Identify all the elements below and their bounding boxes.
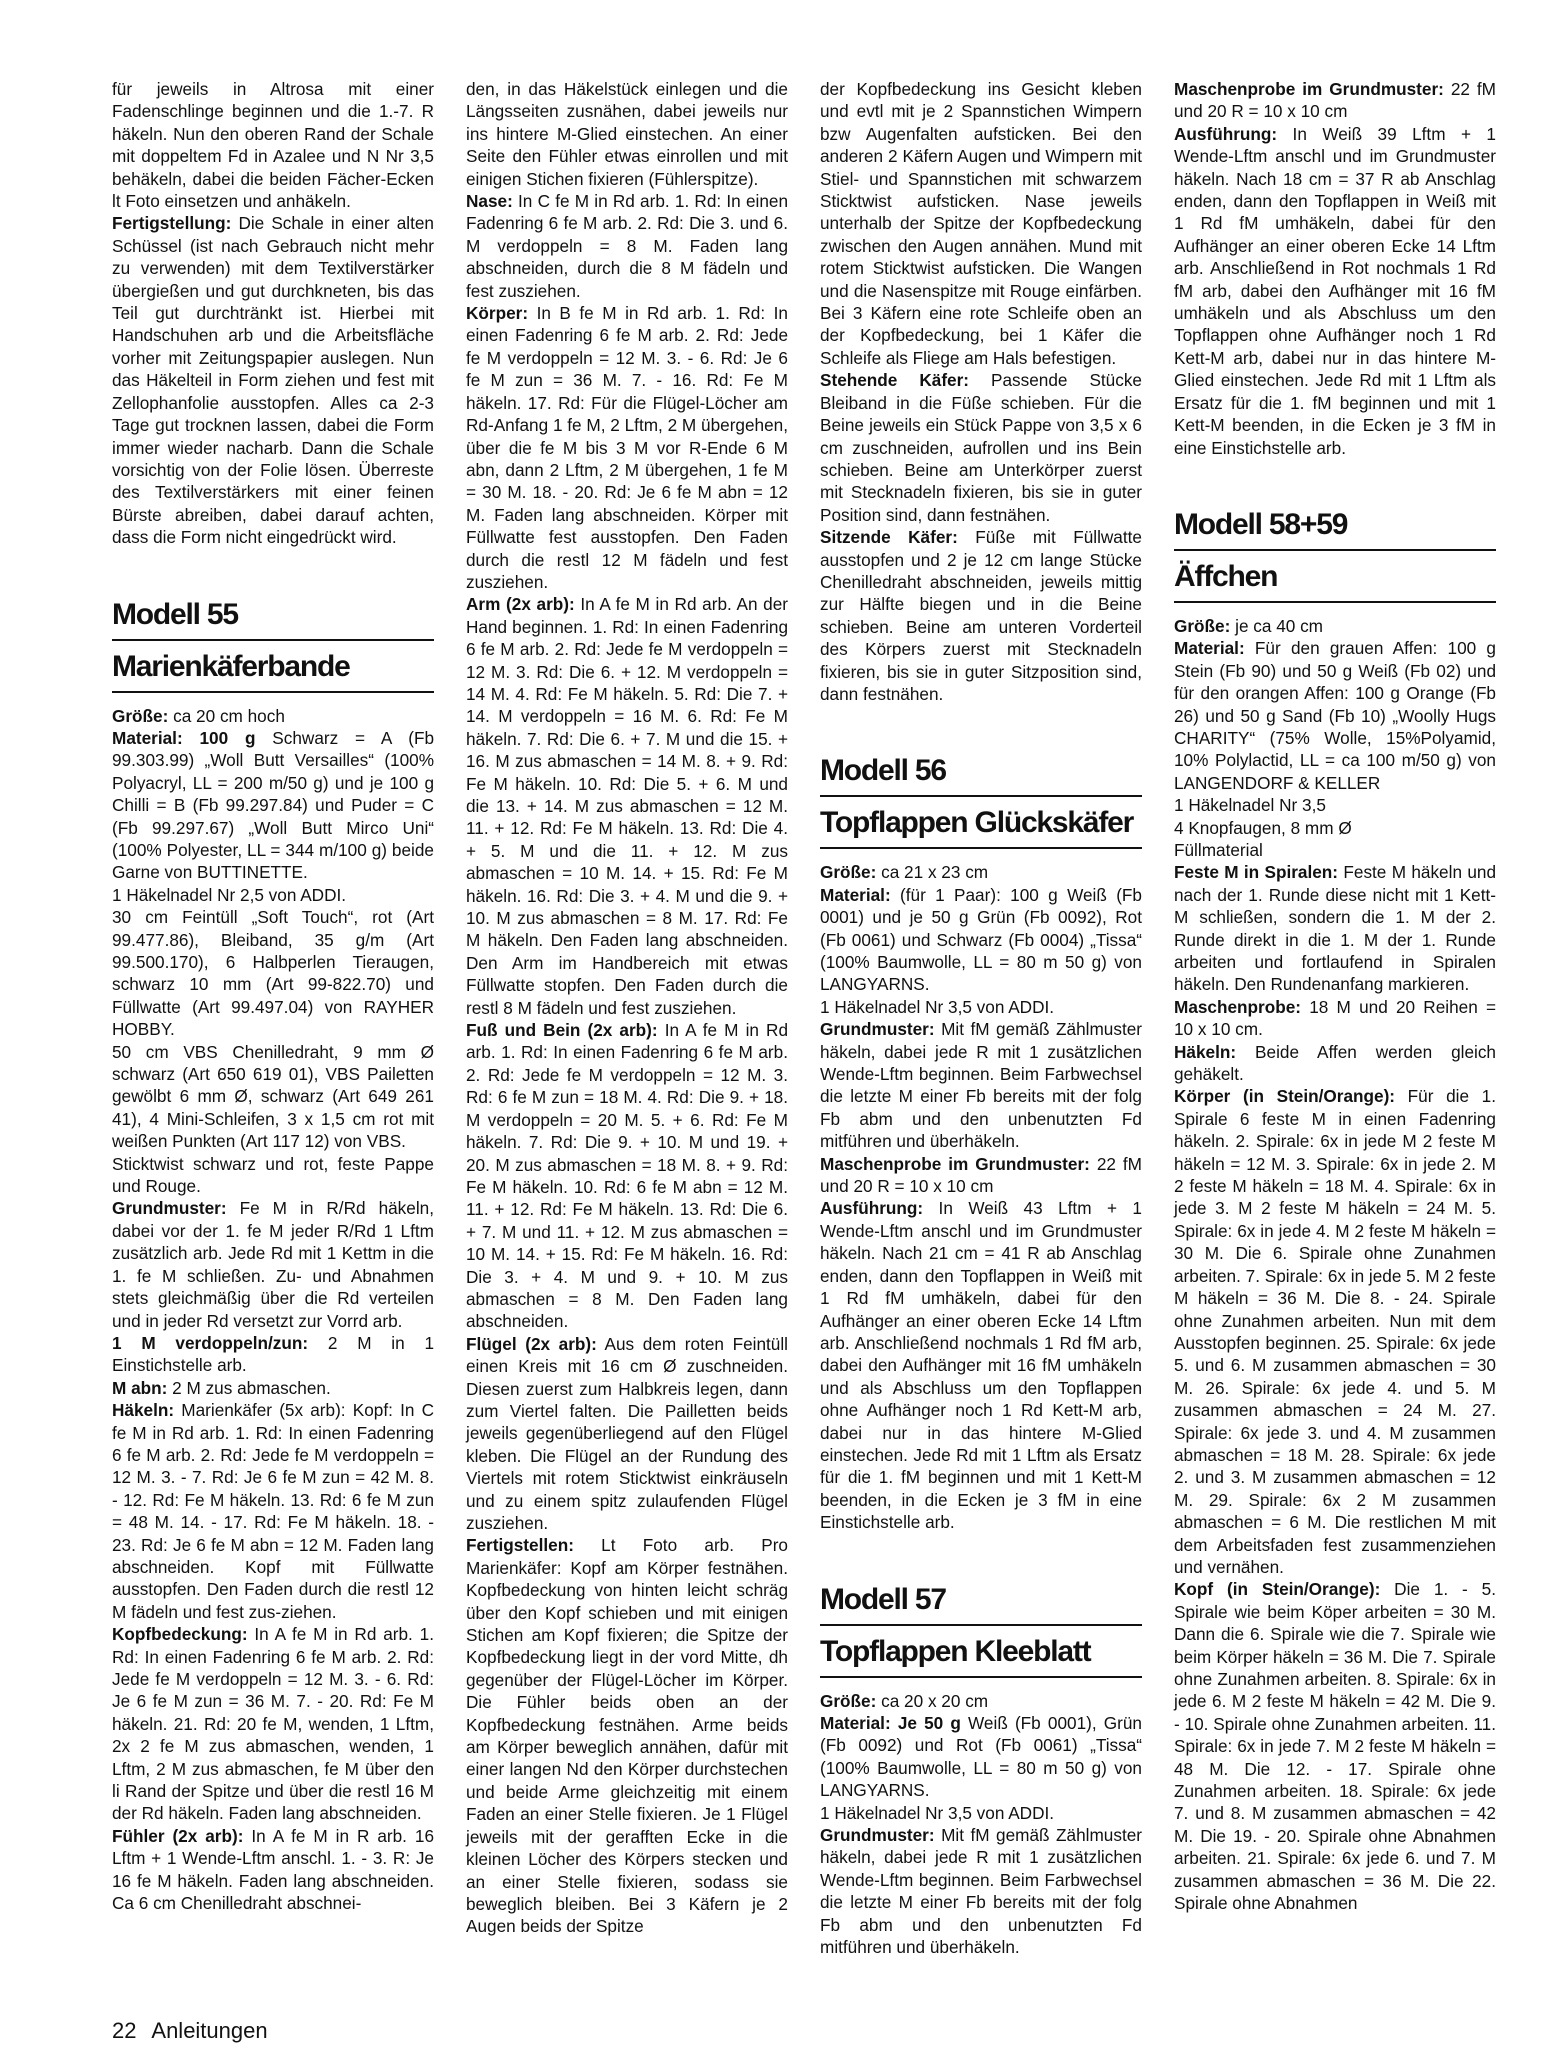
- paragraph: [1174, 1578, 1496, 1914]
- paragraph: [1174, 123, 1496, 459]
- column-2: [466, 78, 788, 1938]
- paragraph-text: der Kopfbedeckung ins Gesicht kleben und evtl mit je 2 Spannstichen Wimpern bzw Augenfalten aufsticken. Bei den anderen 2 Käfern Augen und Wimpern mit Stiel- und Spannstichen mit schwarzem Sticktwist aufsticken. Nase jeweils unterhalb der Spitze der Kopfbedeckung zwischen den Augen annähen. Mund mit rotem Sticktwist aufsticken. Die Wangen und die Nasenspitze mit Rouge einfärben. Bei 3 Käfern eine rote Schleife oben an der Kopfbedeckung, bei 1 Käfer die Schleife als Fliege am Hals befestigen.: [820, 79, 1142, 368]
- paragraph-text: 1 Häkelnadel Nr 3,5 von ADDI.: [820, 996, 1055, 1017]
- paragraph-label: Fühler (2x arb):: [112, 1825, 244, 1846]
- section-heading-modell-56: [820, 749, 1142, 849]
- paragraph-label: 1 M verdoppeln/zun:: [112, 1332, 309, 1353]
- paragraph-label: Fertigstellen:: [466, 1535, 574, 1556]
- heading-line-2: Marienkäferbande: [112, 645, 434, 693]
- col1-body: [112, 705, 434, 1915]
- section-heading-modell-58-59: [1174, 503, 1496, 603]
- paragraph-label: Größe:: [820, 1690, 877, 1711]
- paragraph-text: 4 Knopfaugen, 8 mm Ø: [1174, 817, 1352, 838]
- page-number: 22: [112, 2018, 137, 2043]
- paragraph-label: Grundmuster:: [112, 1198, 227, 1219]
- paragraph-text: je ca 40 cm: [1230, 615, 1324, 636]
- paragraph-label: Material:: [1174, 638, 1245, 659]
- paragraph: [1174, 817, 1496, 839]
- heading-line-2: Topflappen Glückskäfer: [820, 801, 1142, 849]
- paragraph: [112, 1041, 434, 1153]
- paragraph: [112, 212, 434, 548]
- heading-line-1: Modell 56: [820, 749, 1142, 797]
- paragraph: [1174, 794, 1496, 816]
- paragraph-text: Weiß (Fb 0001), Grün (Fb 0092) und Rot (Fb 0061) „Tissa“ (100% Baumwolle, LL = 80 m 50 g) von LANGYARNS.: [820, 1712, 1142, 1801]
- paragraph: [466, 190, 788, 302]
- paragraph-text: den, in das Häkelstück einlegen und die Längsseiten zusnähen, dabei jeweils nur ins hintere M-Glied einstechen. An einer Seite den Fühler etwas einrollen und mit einigen Stichen fixieren (Fühlerspitze).: [466, 79, 788, 189]
- paragraph: [820, 369, 1142, 526]
- paragraph-text: In A fe M in R arb. 16 Lftm + 1 Wende-Lftm anschl. 1. - 3. R: Je 16 fe M häkeln. Faden lang abschneiden. Ca 6 cm Chenilledraht abschnei-: [112, 1825, 435, 1914]
- paragraph-text: In A fe M in Rd arb. 1. Rd: In einen Fadenring 6 fe M arb. 2. Rd: Jede fe M verdoppeln = 12 M. 3. Rd: 6 fe M zun = 18 M. 4. Rd: Die 9. + 18. M verdoppeln = 20 M. 5. + 6. Rd: Fe M häkeln. 7. Rd: Die 9. + 10. M und 19. + 20. M zus abmaschen = 18 M. 8. + 9. Rd: Fe M häkeln. 10. Rd: 6 fe M abn = 12 M. 11. + 12. Rd: Fe M häkeln. 13. Rd: Die 6. + 7. M und 11. + 12. M zus abmaschen = 10 M. 14. + 15. Rd: Fe M häkeln. 16. Rd: Die 3. + 4. M und 9. + 10. M zus abmaschen = 8 M. Den Faden lang abschneiden.: [466, 1020, 788, 1332]
- paragraph-text: ca 20 cm hoch: [168, 705, 285, 726]
- paragraph-label: Material: 100 g: [112, 727, 256, 748]
- paragraph-text: Die Schale in einer alten Schüssel (ist nach Gebrauch nicht mehr zu verwenden) mit dem Textilverstärker übergießen und gut durchkneten, bis das Teil gut durchtränkt ist. Hierbei mit Handschuhen arb und die Arbeitsfläche vorher mit Zeitungspapier auslegen. Nun das Häkelteil in Form ziehen und fest mit Zellophanfolie ausstopfen. Alles ca 2-3 Tage gut trocknen lassen, dabei die Form immer wieder nacharb. Dann die Schale vorsichtig von der Folie lösen. Überreste des Textilverstärkers mit einer feinen Bürste abreiben, dabei darauf achten, dass die Form nicht eingedrückt wird.: [112, 213, 434, 548]
- paragraph-text: Für den grauen Affen: 100 g Stein (Fb 90) und 50 g Weiß (Fb 02) und für den orangen Affen: 100 g Orange (Fb 26) und 50 g Sand (Fb 10) „Woolly Hugs CHARITY“ (75% Wolle, 15%Polyamid, 10% Polylactid, LL = ca 100 m/50 g) von LANGENDORF & KELLER: [1174, 638, 1496, 793]
- paragraph-text: 2 M zus abmaschen.: [167, 1377, 331, 1398]
- paragraph-label: Maschenprobe im Grundmuster:: [820, 1153, 1090, 1174]
- paragraph-label: Feste M in Spiralen:: [1174, 862, 1339, 883]
- paragraph-label: Flügel (2x arb):: [466, 1333, 597, 1354]
- paragraph-label: Material:: [820, 884, 891, 905]
- paragraph-text: Schwarz = A (Fb 99.303.99) „Woll Butt Versailles“ (100% Polyacryl, LL = 200 m/50 g) und je 100 g Chilli = B (Fb 99.297.84) und Puder = C (Fb 99.297.67) „Woll Butt Mirco Uni“ (100% Polyester, LL = 344 m/100 g) beide Garne von BUTTINETTE.: [112, 727, 435, 883]
- paragraph: [112, 1197, 434, 1331]
- paragraph-text: Beide Affen werden gleich gehäkelt.: [1174, 1041, 1496, 1085]
- paragraph-text: In A fe M in Rd arb. An der Hand beginnen. 1. Rd: In einen Fadenring 6 fe M arb. 2. Rd: Jede fe M verdoppeln = 12 M. 3. Rd: Die 6. + 12. M verdoppeln = 14 M. 4. Rd: Fe M häkeln. 5. Rd: Die 7. + 14. M verdoppeln = 16 M. 6. Rd: Fe M häkeln. 7. Rd: Die 6. + 7. M und die 15. + 16. M zus abmaschen = 14 M. 8. + 9. Rd: Fe M häkeln. 10. Rd: Die 5. + 6. M und die 13. + 14. M zus abmaschen = 12 M. 11. + 12. Rd: Fe M häkeln. 13. Rd: Die 4. + 5. M und die 11. + 12. M zus abmaschen = 10 M. 14. + 15. Rd: Fe M häkeln. 16. Rd: Die 3. + 4. M und die 9. + 10. M zus abmaschen = 8 M. 17. Rd: Fe M häkeln. Den Faden lang abschneiden. Den Arm im Handbereich mit etwas Füllwatte stopfen. Den Faden durch die restl 8 M fädeln und fest zusziehen.: [466, 594, 788, 1018]
- paragraph-text: In Weiß 43 Lftm + 1 Wende-Lftm anschl und im Grundmuster häkeln. Nach 21 cm = 41 R ab Anschlag enden, dann den Topflappen in Weiß mit 1 Rd fM umhäkeln, dabei für den Aufhänger an einer oberen Ecke 14 Lftm arb. Anschließend nochmals 1 Rd fM arb, dabei den Aufhänger mit 16 fM umhäkeln und als Abschluss um den Topflappen ohne Aufhänger noch 1 Rd Kett-M arb, dabei nur in das hintere M-Glied einstechen. Jede Rd mit 1 Lftm als Ersatz für die 1. fM beginnen und mit 1 Kett-M beenden, in die Ecken je 3 fM in eine Einstichstelle arb.: [820, 1198, 1142, 1533]
- paragraph-label: Körper:: [466, 303, 529, 324]
- paragraph-label: Grundmuster:: [820, 1019, 935, 1040]
- paragraph: [466, 302, 788, 593]
- paragraph-text: Die 1. - 5. Spirale wie beim Köper arbeiten = 30 M. Dann die 6. Spirale wie die 7. Spirale wie beim Körper häkeln = 36 M. Die 7. Spirale ohne Zunahmen arbeiten. 8. Spirale: 6x in jede 6. M 2 feste M häkeln = 42 M. Die 9. - 10. Spirale ohne Zunahmen arbeiten. 11. Spirale: 6x in jede 7. M 2 feste M häkeln = 48 M. Die 12. - 17. Spirale ohne Zunahmen arbeiten. 18. Spirale: 6x jede 7. und 8. M zusammen abmaschen = 42 M. Die 19. - 20. Spirale ohne Abnahmen arbeiten. 21. Spirale: 6x jede 6. und 7. M zusammen abmaschen = 36 M. Die 22. Spirale ohne Abnahmen: [1174, 1579, 1496, 1914]
- column-1: [112, 78, 434, 1914]
- paragraph-text: Für die 1. Spirale 6 feste M in einen Fadenring häkeln. 2. Spirale: 6x in jede M 2 feste M häkeln = 12 M. 3. Spirale: 6x in jede 2. M 2 feste M häkeln = 18 M. 4. Spirale: 6x in jede 3. M 2 feste M häkeln = 24 M. 5. Spirale: 6x in jede 4. M 2 feste M häkeln = 30 M. Die 6. Spirale ohne Zunahmen arbeiten. 7. Spirale: 6x in jede 5. M 2 feste M häkeln = 36 M. Die 8. - 24. Spirale ohne Zunahmen arbeiten. Nun mit dem Ausstopfen beginnen. 25. Spirale: 6x jede 5. und 6. M zusammen abmaschen = 30 M. 26. Spirale: 6x jede 4. und 5. M zusammen abmaschen = 24 M. 27. Spirale: 6x jede 3. und 4. M zusammen abmaschen = 18 M. 28. Spirale: 6x jede 2. und 3. M zusammen abmaschen = 12 M. 29. Spirale: 6x 2 M zusammen abmaschen = 6 M. Die restlichen M mit dem Arbeitsfaden fest zusammenziehen und vernähen.: [1174, 1086, 1496, 1577]
- paragraph: [112, 727, 434, 884]
- paragraph-label: Körper (in Stein/Orange):: [1174, 1086, 1396, 1107]
- paragraph-text: 30 cm Feintüll „Soft Touch“, rot (Art 99.477.86), Bleiband, 35 g/m (Art 99.500.170), 6 Halbperlen Tieraugen, schwarz 10 mm (Art 99-822.70) und Füllwatte (Art 99.497.04) von RAYHER HOBBY.: [112, 907, 434, 1040]
- paragraph-text: 1 Häkelnadel Nr 3,5: [1174, 795, 1326, 816]
- paragraph: [820, 996, 1142, 1018]
- paragraph-label: M abn:: [112, 1377, 168, 1398]
- paragraph-label: Fuß und Bein (2x arb):: [466, 1020, 658, 1041]
- heading-line-1: Modell 55: [112, 593, 434, 641]
- paragraph-text: Füße mit Füllwatte ausstopfen und 2 je 12 cm lange Stücke Chenilledraht abschneiden, jeweils mittig zur Hälfte biegen und in die Beine schieben. Beine am unteren Vorderteil des Körpers zuerst mit Stecknadeln fixieren, bis sie in guter Sitzposition sind, dann festnähen.: [820, 527, 1142, 704]
- paragraph: [466, 1019, 788, 1333]
- paragraph-label: Nase:: [466, 191, 513, 212]
- paragraph: [466, 593, 788, 1019]
- paragraph: [112, 78, 434, 212]
- paragraph-text: Füllmaterial: [1174, 839, 1263, 860]
- paragraph: [112, 705, 434, 727]
- paragraph: [1174, 839, 1496, 861]
- paragraph-text: Feste M häkeln und nach der 1. Runde diese nicht mit 1 Kett-M schließen, sondern die 1. M der 2. Runde direkt in die 1. M der 1. Runde arbeiten und fortlaufend in Spiralen häkeln. Den Rundenanfang markieren.: [1174, 862, 1497, 995]
- heading-line-1: Modell 57: [820, 1578, 1142, 1626]
- paragraph-text: 1 Häkelnadel Nr 2,5 von ADDI.: [112, 884, 347, 905]
- paragraph-label: Kopfbedeckung:: [112, 1624, 248, 1645]
- paragraph: [466, 78, 788, 190]
- column-4: [1174, 78, 1496, 1914]
- paragraph-text: Passende Stücke Bleiband in die Füße schieben. Für die Beine jeweils ein Stück Pappe von 3,5 x 6 cm zuschneiden, aufrollen und ins Bein schieben. Beine am Unterkörper zuerst mit Stecknadeln fixieren, bis sie in guter Position sind, dann festnähen.: [820, 370, 1142, 525]
- paragraph: [1174, 996, 1496, 1041]
- paragraph-label: Größe:: [820, 862, 877, 883]
- col4-intro: [1174, 78, 1496, 459]
- paragraph: [1174, 1085, 1496, 1578]
- section-heading-modell-57: [820, 1578, 1142, 1678]
- paragraph-label: Fertigstellung:: [112, 213, 232, 234]
- paragraph: [466, 1534, 788, 1937]
- paragraph-text: In C fe M in Rd arb. 1. Rd: In einen Fadenring 6 fe M arb. 2. Rd: Die 3. und 6. M verdoppeln = 8 M. Faden lang abschneiden, durch die 8 M fädeln und fest zusziehen.: [466, 191, 788, 301]
- page-footer: [112, 2018, 278, 2044]
- paragraph: [112, 1332, 434, 1377]
- col1-intro: [112, 78, 434, 549]
- paragraph: [820, 526, 1142, 705]
- paragraph: [112, 1399, 434, 1623]
- heading-line-2: Äffchen: [1174, 555, 1496, 603]
- paragraph-label: Größe:: [1174, 615, 1231, 636]
- paragraph-text: Mit fM gemäß Zählmuster häkeln, dabei jede R mit 1 zusätzlichen Wende-Lftm beginnen. Beim Farbwechsel die letzte M einer Fb bereits mit der folg Fb abm und den unbenutzten Fd mitführen und überhäkeln.: [820, 1825, 1142, 1958]
- paragraph-label: Ausführung:: [1174, 123, 1278, 144]
- col3-intro: [820, 78, 1142, 705]
- paragraph-text: (für 1 Paar): 100 g Weiß (Fb 0001) und je 50 g Grün (Fb 0092), Rot (Fb 0061) und Schwarz (Fb 0004) „Tissa“ (100% Baumwolle, LL = 80 m 50 g) von LANGYARNS.: [820, 884, 1142, 995]
- paragraph-text: In A fe M in Rd arb. 1. Rd: In einen Fadenring 6 fe M arb. 2. Rd: Jede fe M verdoppeln = 12 M. 3. - 6. Rd: Je 6 fe M zun = 36 M. 7. - 20. Rd: Fe M häkeln. 21. Rd: 20 fe M, wenden, 1 Lftm, 2x 2 fe M zus abmaschen, wenden, 1 Lftm, 2 M zus abmaschen, fe M über den li Rand der Spitze und über die restl 16 M der Rd häkeln. Faden lang abschneiden.: [112, 1624, 434, 1824]
- col3-modell-56: [820, 861, 1142, 1533]
- col4-body: [1174, 615, 1496, 1915]
- heading-line-2: Topflappen Kleeblatt: [820, 1630, 1142, 1678]
- paragraph: [820, 78, 1142, 369]
- paragraph-text: 50 cm VBS Chenilledraht, 9 mm Ø schwarz (Art 650 619 01), VBS Pailetten gewölbt 6 mm Ø, schwarz (Art 649 261 41), 4 Mini-Schleifen, 3 x 1,5 cm rot mit weißen Punkten (Art 117 12) von VBS.: [112, 1041, 434, 1152]
- column-3: [820, 78, 1142, 1958]
- paragraph-text: 2 M in 1 Einstichstelle arb.: [112, 1332, 435, 1376]
- heading-line-1: Modell 58+59: [1174, 503, 1496, 551]
- paragraph-label: Kopf (in Stein/Orange):: [1174, 1579, 1381, 1600]
- paragraph: [112, 884, 434, 906]
- paragraph: [820, 1824, 1142, 1958]
- paragraph: [820, 861, 1142, 883]
- paragraph-text: 22 fM und 20 R = 10 x 10 cm: [820, 1153, 1142, 1197]
- paragraph-label: Größe:: [112, 705, 169, 726]
- col2-body: [466, 78, 788, 1938]
- paragraph: [820, 1197, 1142, 1533]
- paragraph: [820, 1018, 1142, 1152]
- paragraph-label: Sitzende Käfer:: [820, 527, 958, 548]
- paragraph-text: 22 fM und 20 R = 10 x 10 cm: [1174, 79, 1496, 122]
- paragraph-text: Fe M in R/Rd häkeln, dabei vor der 1. fe M jeder R/Rd 1 Lftm zusätzlich arb. Jede Rd mit 1 Kettm in die 1. fe M schließen. Zu- und Abnahmen stets gleichmäßig über die Rd verteilen und in jeder Rd versetzt zur Vorrd arb.: [112, 1198, 434, 1331]
- paragraph: [820, 1802, 1142, 1824]
- paragraph-text: Marienkäfer (5x arb): Kopf: In C fe M in Rd arb. 1. Rd: In einen Fadenring 6 fe M arb. 2. Rd: Jede fe M verdoppeln = 12 M. 3. - 7. Rd: Je 6 fe M zun = 42 M. 8. - 12. Rd: Fe M häkeln. 13. Rd: 6 fe M zun = 48 M. 14. - 17. Rd: Fe M häkeln. 18. - 23. Rd: Je 6 fe M abn = 12 M. Faden lang abschneiden. Kopf mit Füllwatte ausstopfen. Den Faden durch die restl 12 M fädeln und fest zus-ziehen.: [112, 1400, 434, 1622]
- paragraph: [820, 1153, 1142, 1198]
- paragraph: [1174, 637, 1496, 794]
- paragraph-text: Mit fM gemäß Zählmuster häkeln, dabei jede R mit 1 zusätzlichen Wende-Lftm beginnen. Beim Farbwechsel die letzte M einer Fb bereits mit der folg Fb abm und den unbenutzten Fd mitführen und überhäkeln.: [820, 1019, 1142, 1152]
- paragraph-label: Stehende Käfer:: [820, 370, 970, 391]
- paragraph: [1174, 615, 1496, 637]
- paragraph-label: Häkeln:: [112, 1400, 175, 1421]
- col3-modell-57: [820, 1690, 1142, 1959]
- paragraph: [1174, 861, 1496, 995]
- paragraph-text: für jeweils in Altrosa mit einer Fadenschlinge beginnen und die 1.-7. R häkeln. Nun den oberen Rand der Schale mit doppeltem Fd in Azalee und N Nr 3,5 behäkeln, dabei die beiden Fächer-Ecken lt Foto einsetzen und anhäkeln.: [112, 79, 434, 212]
- paragraph: [112, 1825, 434, 1915]
- paragraph-label: Ausführung:: [820, 1198, 924, 1219]
- paragraph: [112, 906, 434, 1040]
- paragraph-label: Maschenprobe:: [1174, 996, 1302, 1017]
- paragraph: [1174, 78, 1496, 123]
- paragraph-label: Grundmuster:: [820, 1825, 935, 1845]
- paragraph-text: Lt Foto arb. Pro Marienkäfer: Kopf am Körper festnähen. Kopfbedeckung von hinten leicht schräg über den Kopf schieben und mit einigen Stichen am Kopf fixieren; die Spitze der Kopfbedeckung liegt in der vord Mitte, dh gegenüber der Flügel-Löcher im Körper. Die Fühler beids oben an der Kopfbedeckung festnähen. Arme beids am Körper beweglich annähen, dafür mit einer langen Nd den Körper durchstechen und beide Arme gleichzeitig mit einem Faden an einer Stelle fixieren. Je 1 Flügel jeweils mit der gerafften Ecke in die kleinen Löcher des Körpers stecken und an einer Stelle fixieren, sodass sie beweglich bleiben. Bei 3 Käfern je 2 Augen beids der Spitze: [466, 1535, 788, 1937]
- paragraph-text: Sticktwist schwarz und rot, feste Pappe und Rouge.: [112, 1153, 434, 1197]
- section-heading-modell-55: [112, 593, 434, 693]
- paragraph-text: 1 Häkelnadel Nr 3,5 von ADDI.: [820, 1802, 1055, 1823]
- paragraph-label: Material: Je 50 g: [820, 1712, 961, 1733]
- paragraph-text: ca 20 x 20 cm: [876, 1690, 989, 1711]
- paragraph: [112, 1377, 434, 1399]
- paragraph: [112, 1153, 434, 1198]
- paragraph-label: Arm (2x arb):: [466, 594, 575, 615]
- paragraph-label: Maschenprobe im Grundmuster:: [1174, 79, 1444, 99]
- paragraph: [820, 884, 1142, 996]
- paragraph-text: In B fe M in Rd arb. 1. Rd: In einen Fadenring 6 fe M arb. 2. Rd: Jede fe M verdoppeln = 12 M. 3. - 6. Rd: Je 6 fe M zun = 36 M. 7. - 16. Rd: Fe M häkeln. 17. Rd: Für die Flügel-Löcher am Rd-Anfang 1 fe M, 2 Lftm, 2 M übergehen, über die fe M bis 3 M vor R-Ende 6 M abn, dann 2 Lftm, 2 M übergehen, 1 fe M = 30 M. 18. - 20. Rd: Je 6 fe M abn = 12 M. Faden lang abschneiden. Körper mit Füllwatte fest ausstopfen. Den Faden durch die restl 12 M fädeln und fest zusziehen.: [466, 303, 788, 592]
- paragraph: [1174, 1041, 1496, 1086]
- paragraph-text: 18 M und 20 Reihen = 10 x 10 cm.: [1174, 996, 1496, 1040]
- paragraph: [820, 1712, 1142, 1802]
- paragraph: [466, 1333, 788, 1535]
- paragraph-text: In Weiß 39 Lftm + 1 Wende-Lftm anschl und im Grundmuster häkeln. Nach 18 cm = 37 R ab Anschlag enden, dann den Topflappen in Weiß mit 1 Rd fM umhäkeln, dabei für den Aufhänger an einer oberen Ecke 14 Lftm arb. Anschließend in Rot nochmals 1 Rd fM arb, dabei den Aufhänger mit 16 fM umhäkeln und als Abschluss um den Topflappen ohne Aufhänger noch 1 Rd Kett-M arb, dabei nur in das hintere M-Glied einstechen. Jede Rd mit 1 Lftm als Ersatz für die 1. fM beginnen und mit 1 Kett-M beenden, in die Ecken je 3 fM in eine Einstichstelle arb.: [1174, 123, 1496, 458]
- paragraph-text: Aus dem roten Feintüll einen Kreis mit 16 cm Ø zuschneiden. Diesen zuerst zum Halbkreis legen, dann zum Viertel falten. Die Pailletten beids jeweils gegenüberliegend auf den Flügel kleben. Die Flügel an der Rundung des Viertels mit rotem Sticktwist einkräuseln und zu einem spitz zulaufenden Flügel zusziehen.: [466, 1333, 788, 1533]
- section-name: Anleitungen: [151, 2018, 268, 2043]
- paragraph-text: ca 21 x 23 cm: [876, 862, 989, 883]
- paragraph: [820, 1690, 1142, 1712]
- paragraph-label: Häkeln:: [1174, 1041, 1237, 1062]
- paragraph: [112, 1623, 434, 1825]
